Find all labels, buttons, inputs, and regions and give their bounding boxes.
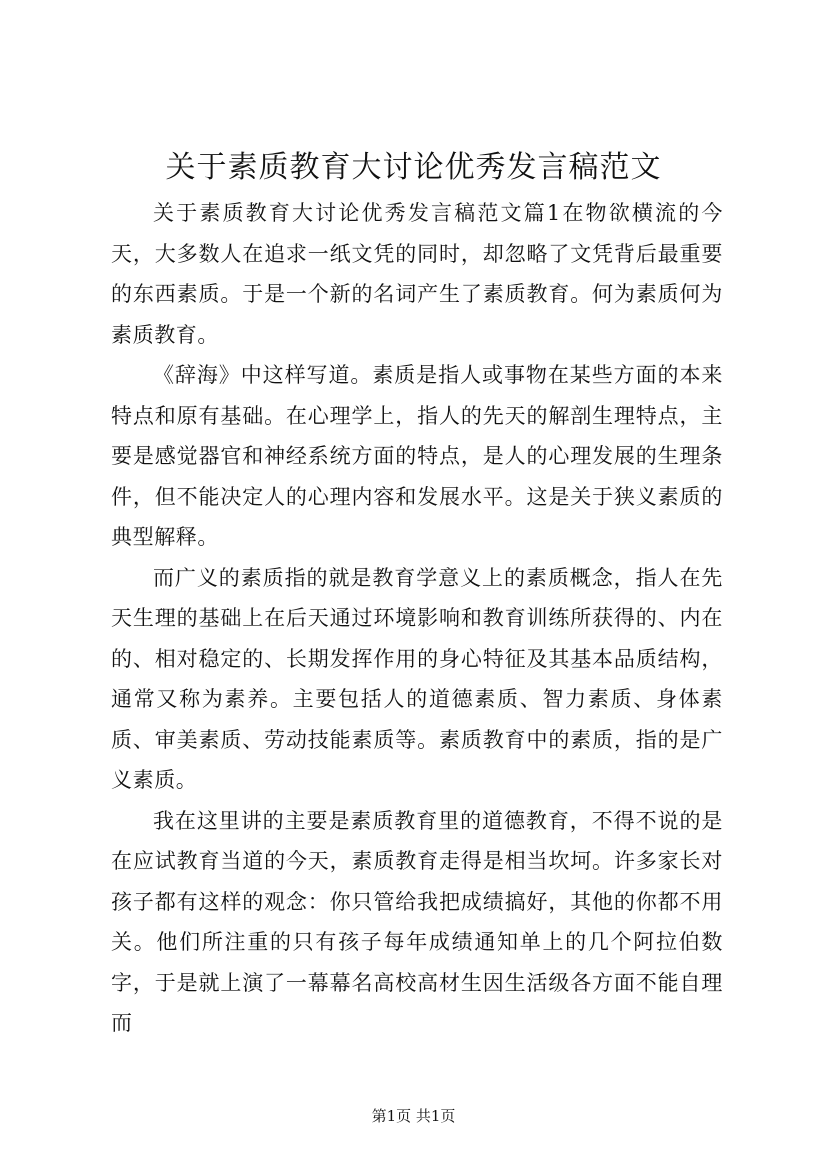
paragraph-2: 《辞海》中这样写道。素质是指人或事物在某些方面的本来特点和原有基础。在心理学上，指人的先天的解剖生理特点，主要是感觉器官和神经系统方面的特点，是人的心理发展的生理条件，但不能决定人的心理内容和发展水平。这是关于狭义素质的典型解释。	[111, 363, 723, 549]
document-title: 关于素质教育大讨论优秀发言稿范文	[165, 150, 662, 185]
paragraph-4: 我在这里讲的主要是素质教育里的道德教育，不得不说的是在应试教育当道的今天，素质教育走得是相当坎坷。许多家长对孩子都有这样的观念：你只管给我把成绩搞好，其他的你都不用关。他们所注重的只有孩子每年成绩通知单上的几个阿拉伯数字，于是就上演了一幕幕名高校高材生因生活级各方面不能自理而	[111, 808, 723, 1035]
document-body	[111, 193, 723, 1044]
page-number-footer: 第1页 共1页	[371, 1107, 456, 1125]
paragraph-1: 关于素质教育大讨论优秀发言稿范文篇1在物欲横流的今天，大多数人在追求一纸文凭的同时，却忽略了文凭背后最重要的东西素质。于是一个新的名词产生了素质教育。何为素质何为素质教育。	[111, 201, 723, 347]
paragraph-3: 而广义的素质指的就是教育学意义上的素质概念，指人在先天生理的基础上在后天通过环境影响和教育训练所获得的、内在的、相对稳定的、长期发挥作用的身心特征及其基本品质结构，通常又称为素养。主要包括人的道德素质、智力素质、身体素质、审美素质、劳动技能素质等。素质教育中的素质，指的是广义素质。	[111, 565, 723, 792]
